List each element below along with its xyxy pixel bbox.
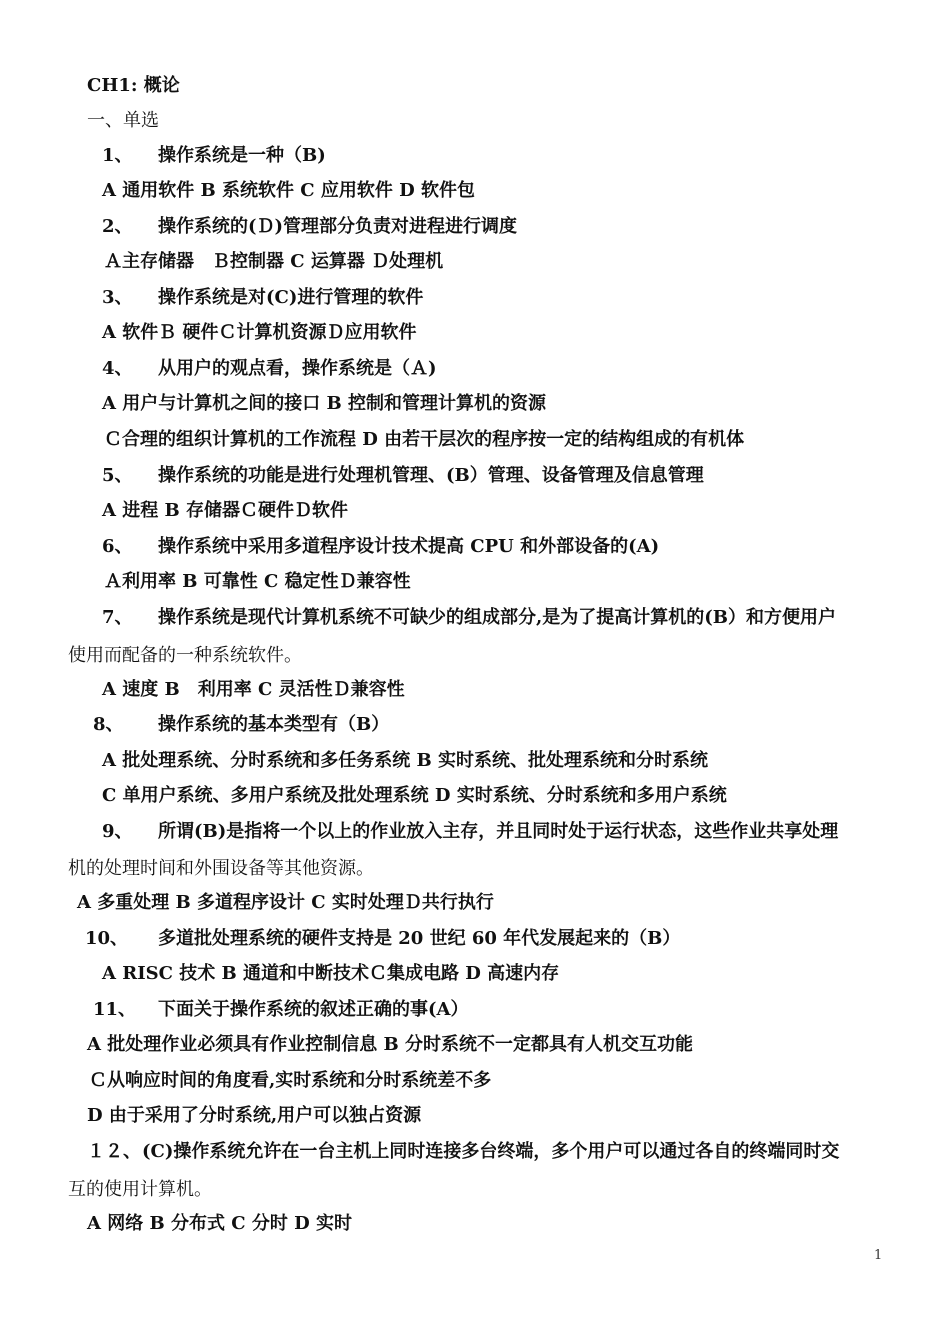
question-text: 所谓(B)是指将一个以上的作业放入主存，并且同时处于运行状态，这些作业共享处理 xyxy=(158,821,839,842)
question-number: 6、 xyxy=(102,536,133,557)
question-options: C 单用户系统、多用户系统及批处理系统 D 实时系统、分时系统和多用户系统 xyxy=(102,785,727,806)
question-text-continuation: 机的处理时间和外围设备等其他资源。 xyxy=(68,858,374,879)
section-heading: 一、单选 xyxy=(87,110,159,131)
question-number: 9、 xyxy=(102,821,133,842)
question-text: 操作系统的基本类型有（B） xyxy=(158,714,390,735)
question-number: 10、 xyxy=(85,928,129,949)
question-options: A 用户与计算机之间的接口 B 控制和管理计算机的资源 xyxy=(102,393,546,414)
question-number: １２、 xyxy=(87,1141,141,1162)
question-number: 8、 xyxy=(93,714,124,735)
question-text-continuation: 互的使用计算机。 xyxy=(68,1179,212,1200)
question-number: 5、 xyxy=(102,465,133,486)
question-number: 4、 xyxy=(102,358,133,379)
question-text: 下面关于操作系统的叙述正确的事(A） xyxy=(158,999,469,1020)
question-text: 操作系统的功能是进行处理机管理、(B）管理、设备管理及信息管理 xyxy=(158,465,704,486)
question-text-continuation: 使用而配备的一种系统软件。 xyxy=(68,645,302,666)
question-options: A 批处理系统、分时系统和多任务系统 B 实时系统、批处理系统和分时系统 xyxy=(102,750,708,771)
question-options: A RISC 技术 B 通道和中断技术Ｃ集成电路 D 高速内存 xyxy=(102,963,560,984)
question-number: 11、 xyxy=(93,999,137,1020)
question-options: Ｃ从响应时间的角度看,实时系统和分时系统差不多 xyxy=(89,1070,492,1091)
question-number: 1、 xyxy=(102,145,133,166)
question-options: Ｃ合理的组织计算机的工作流程 D 由若干层次的程序按一定的结构组成的有机体 xyxy=(104,429,745,450)
question-options: A 批处理作业必须具有作业控制信息 B 分时系统不一定都具有人机交互功能 xyxy=(87,1034,693,1055)
question-text: 操作系统是对(C)进行管理的软件 xyxy=(158,287,424,308)
question-options: A 进程 B 存储器Ｃ硬件Ｄ软件 xyxy=(102,500,348,521)
question-text: 操作系统中采用多道程序设计技术提高 CPU 和外部设备的(A) xyxy=(158,536,660,557)
question-options: A 软件Ｂ 硬件Ｃ计算机资源Ｄ应用软件 xyxy=(102,322,417,343)
question-number: 7、 xyxy=(102,607,133,628)
question-options: Ａ主存储器 Ｂ控制器 C 运算器 Ｄ处理机 xyxy=(104,251,444,272)
question-options: A 网络 B 分布式 C 分时 D 实时 xyxy=(87,1213,352,1234)
question-number: 3、 xyxy=(102,287,133,308)
chapter-heading: CH1: 概论 xyxy=(87,75,180,96)
page-number: 1 xyxy=(874,1248,883,1263)
question-options: A 通用软件 B 系统软件 C 应用软件 D 软件包 xyxy=(102,180,475,201)
question-text: 多道批处理系统的硬件支持是 20 世纪 60 年代发展起来的（B） xyxy=(158,928,681,949)
question-text: 操作系统的(Ｄ)管理部分负责对进程进行调度 xyxy=(158,216,518,237)
question-options: Ａ利用率 B 可靠性 C 稳定性Ｄ兼容性 xyxy=(104,571,411,592)
question-text: 操作系统是一种（B) xyxy=(158,145,326,166)
question-options: D 由于采用了分时系统,用户可以独占资源 xyxy=(87,1105,422,1126)
question-text: (C)操作系统允许在一台主机上同时连接多台终端，多个用户可以通过各自的终端同时交 xyxy=(142,1141,840,1162)
question-options: A 多重处理 B 多道程序设计 C 实时处理Ｄ共行执行 xyxy=(77,892,494,913)
question-number: 2、 xyxy=(102,216,133,237)
question-text: 操作系统是现代计算机系统不可缺少的组成部分,是为了提高计算机的(B）和方便用户 xyxy=(158,607,836,628)
question-text: 从用户的观点看，操作系统是（Ａ) xyxy=(158,358,437,379)
question-options: A 速度 B 利用率 C 灵活性Ｄ兼容性 xyxy=(102,679,405,700)
